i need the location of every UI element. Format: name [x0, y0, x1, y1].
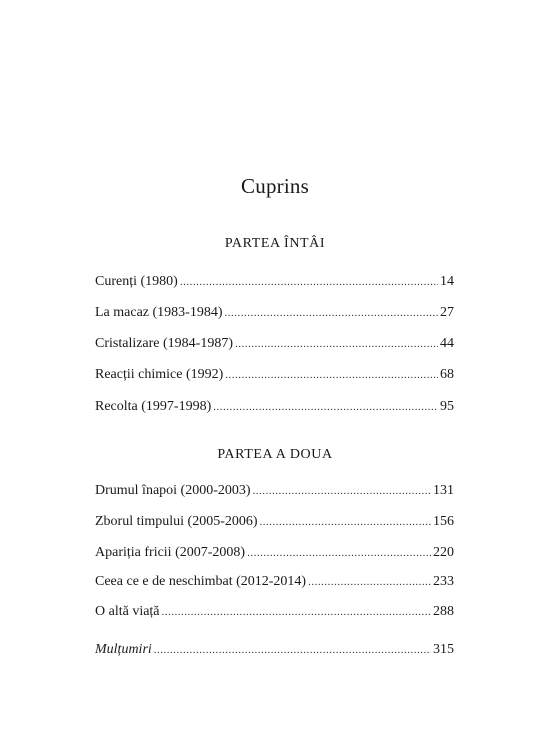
- part-heading-2: PARTEA A DOUA: [217, 447, 333, 462]
- entry-page: 131: [433, 483, 454, 498]
- entry-title: Apariția fricii (2007-2008): [95, 545, 246, 560]
- dot-leader: [247, 544, 431, 562]
- toc-entry: [95, 573, 454, 591]
- entry-page: 95: [440, 399, 454, 414]
- entry-title: Cristalizare (1984-1987): [95, 336, 234, 351]
- entry-page: 156: [433, 514, 454, 529]
- entry-page: 233: [433, 574, 454, 589]
- dot-leader: [225, 304, 439, 322]
- entry-page: 68: [440, 367, 454, 382]
- dot-leader: [260, 513, 431, 531]
- entry-page: 44: [440, 336, 454, 351]
- dot-leader: [225, 366, 438, 384]
- entry-page: 27: [440, 305, 454, 320]
- dot-leader: [180, 273, 438, 291]
- entry-title: Reacții chimice (1992): [95, 367, 224, 382]
- toc-entry: [95, 544, 454, 562]
- page-title: Cuprins: [241, 174, 309, 198]
- toc-entry: [95, 366, 454, 384]
- toc-entry: [95, 603, 454, 621]
- toc-entry: [95, 273, 454, 291]
- entry-page: 315: [433, 642, 454, 657]
- toc-entry-acknowledgements: [95, 641, 454, 659]
- entry-title: Zborul timpului (2005-2006): [95, 514, 258, 529]
- entry-page: 14: [440, 274, 454, 289]
- dot-leader: [308, 573, 431, 591]
- dot-leader: [235, 335, 438, 353]
- dot-leader: [213, 398, 438, 416]
- dot-leader: [162, 603, 431, 621]
- toc-entry: [95, 304, 454, 322]
- entry-title: Mulțumiri: [95, 642, 152, 657]
- entry-title: Curenți (1980): [95, 274, 178, 289]
- part-heading-1: PARTEA ÎNTÂI: [224, 236, 326, 251]
- toc-entry: [95, 513, 454, 531]
- entry-title: Ceea ce e de neschimbat (2012-2014): [95, 574, 307, 589]
- entry-page: 220: [433, 545, 454, 560]
- entry-page: 288: [433, 604, 454, 619]
- entry-title: O altă viață: [95, 604, 160, 619]
- dot-leader: [154, 641, 431, 659]
- dot-leader: [253, 482, 431, 500]
- toc-entry: [95, 335, 454, 353]
- entry-title: Drumul înapoi (2000-2003): [95, 483, 251, 498]
- entry-title: La macaz (1983-1984): [95, 305, 223, 320]
- toc-entry: [95, 482, 454, 500]
- toc-entry: [95, 398, 454, 416]
- entry-title: Recolta (1997-1998): [95, 399, 212, 414]
